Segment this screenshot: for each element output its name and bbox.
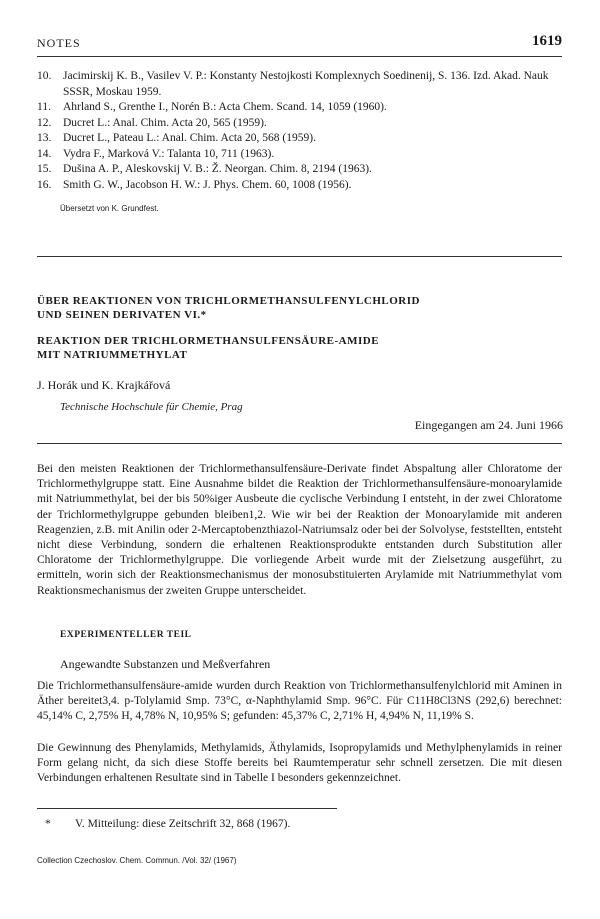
reference-item: [37, 69, 562, 100]
received-date: Eingegangen am 24. Juni 1966: [414, 418, 563, 432]
methods-paragraph: Die Trichlormethansulfensäure-amide wurden durch Reaktion von Trichlormethansulfenylchlorid mit Aminen in Äther bereitet3,4. p-Tolylamid Smp. 73°C, α-Naphthylamid Smp. 96°C. Für C11H8Cl3NS (292,6) berechnet: 45,14% C, 2,75% H, 4,78% N, 10,95% S; gefunden: 45,37% C, 2,71% H, 4,94% N, 11,19% S.: [37, 680, 562, 723]
reference-item: [37, 100, 562, 116]
article-title: [37, 294, 562, 322]
article-title-line: ÜBER REAKTIONEN VON TRICHLORMETHANSULFENYLCHLORID: [37, 295, 420, 307]
reference-text: Dušina A. P., Aleskovskij V. B.: Ž. Neorgan. Chim. 8, 2194 (1963).: [63, 163, 372, 175]
reference-text: Smith G. W., Jacobson H. W.: J. Phys. Chem. 60, 1008 (1956).: [63, 178, 352, 191]
intro-paragraph: Bei den meisten Reaktionen der Trichlormethansulfensäure-Derivate findet Abspaltung aller Chloratome der Trichlormethylgruppe statt. Eine Ausnahme bildet die Reaktion der Trichlormethansulfensäure-monoarylamide mit Natriummethylat, bei der bis 50%iger Ausbeute die cyclische Verbindung I entsteht, in der zwei Chloratome der Trichlormethylgruppe gebunden bleiben1,2. Wie wir bei der Reaktion der Monoarylamide mit anderen Reagenzien, z.B. mit Anilin oder 2-Mercaptobenzthiazol-Natriumsalz oder bei der Solvolyse, feststellten, entsteht nicht diese Verbindung, sondern die erhaltenen Reaktionsprodukte entstanden durch Substitution aller Chloratome der Trichlormethylgruppe. Die vorliegende Arbeit wurde mit der Zielsetzung ausgeführt, zu ermitteln, worin sich der Reaktionsmechanismus der monosubstituierten Arylamide mit Natriummethylat vom Reaktionsmechanismus der zweiten Gruppe unterscheidet.: [37, 463, 562, 597]
header-rule: [37, 56, 562, 57]
footnote: [45, 818, 290, 830]
article-title-line: UND SEINEN DERIVATEN VI.*: [37, 309, 207, 321]
reference-text: Vydra F., Marková V.: Talanta 10, 711 (1963).: [63, 147, 275, 160]
translator-note: Übersetzt von K. Grundfest.: [60, 204, 159, 213]
reference-number: 12.: [37, 116, 52, 129]
reference-number: 11.: [37, 101, 51, 113]
methods-paragraph: Die Gewinnung des Phenylamids, Methylamids, Äthylamids, Isopropylamids und Methylphenylamids in reiner Form gelang nicht, da sich diese Stoffe bereits bei Raumtemperatur sehr schnell zersetzen. Die mit diesen Verbindungen erhaltenen Resultate sind in Tabelle I besonders gekennzeichnet.: [37, 742, 562, 785]
reference-item: [37, 116, 562, 132]
reference-list: [37, 69, 562, 193]
page-header: [37, 33, 562, 56]
footnote-rule: [37, 808, 337, 809]
reference-text: Jacimirskij K. B., Vasilev V. P.: Konstanty Nestojkosti Komplexnych Soedinenij, S. 136. Izd. Akad. Nauk SSSR, Moskau 1959.: [63, 70, 549, 98]
footnote-mark: *: [45, 818, 51, 830]
authors: J. Horák und K. Krajkářová: [37, 378, 171, 392]
section-heading: EXPERIMENTELLER TEIL: [60, 630, 192, 640]
reference-number: 14.: [37, 147, 52, 160]
footnote-text: V. Mitteilung: diese Zeitschrift 32, 868 (1967).: [75, 818, 291, 830]
article-subtitle-line: REAKTION DER TRICHLORMETHANSULFENSÄURE-AMIDE: [37, 335, 380, 347]
reference-number: 15.: [37, 163, 52, 175]
article-subtitle-line: MIT NATRIUMMETHYLAT: [37, 349, 188, 361]
abstract-rule: [37, 443, 562, 444]
reference-item: [37, 162, 562, 178]
reference-number: 16.: [37, 178, 52, 191]
reference-item: [37, 131, 562, 147]
reference-item: [37, 147, 562, 163]
reference-item: [37, 178, 562, 194]
reference-text: Ahrland S., Grenthe I., Norén B.: Acta Chem. Scand. 14, 1059 (1960).: [63, 101, 387, 113]
reference-number: 13.: [37, 132, 52, 144]
journal-footer: Collection Czechoslov. Chem. Commun. /Vol. 32/ (1967): [37, 856, 237, 865]
reference-number: 10.: [37, 70, 52, 82]
affiliation: Technische Hochschule für Chemie, Prag: [60, 401, 243, 413]
article-subtitle: [37, 334, 562, 362]
running-head: NOTES: [37, 36, 81, 50]
section-rule: [37, 256, 562, 257]
reference-text: Ducret L., Pateau L.: Anal. Chim. Acta 20, 568 (1959).: [63, 132, 316, 144]
page-number: 1619: [532, 33, 562, 49]
subsection-heading: Angewandte Substanzen und Meßverfahren: [60, 657, 271, 671]
reference-text: Ducret L.: Anal. Chim. Acta 20, 565 (1959).: [63, 116, 267, 129]
